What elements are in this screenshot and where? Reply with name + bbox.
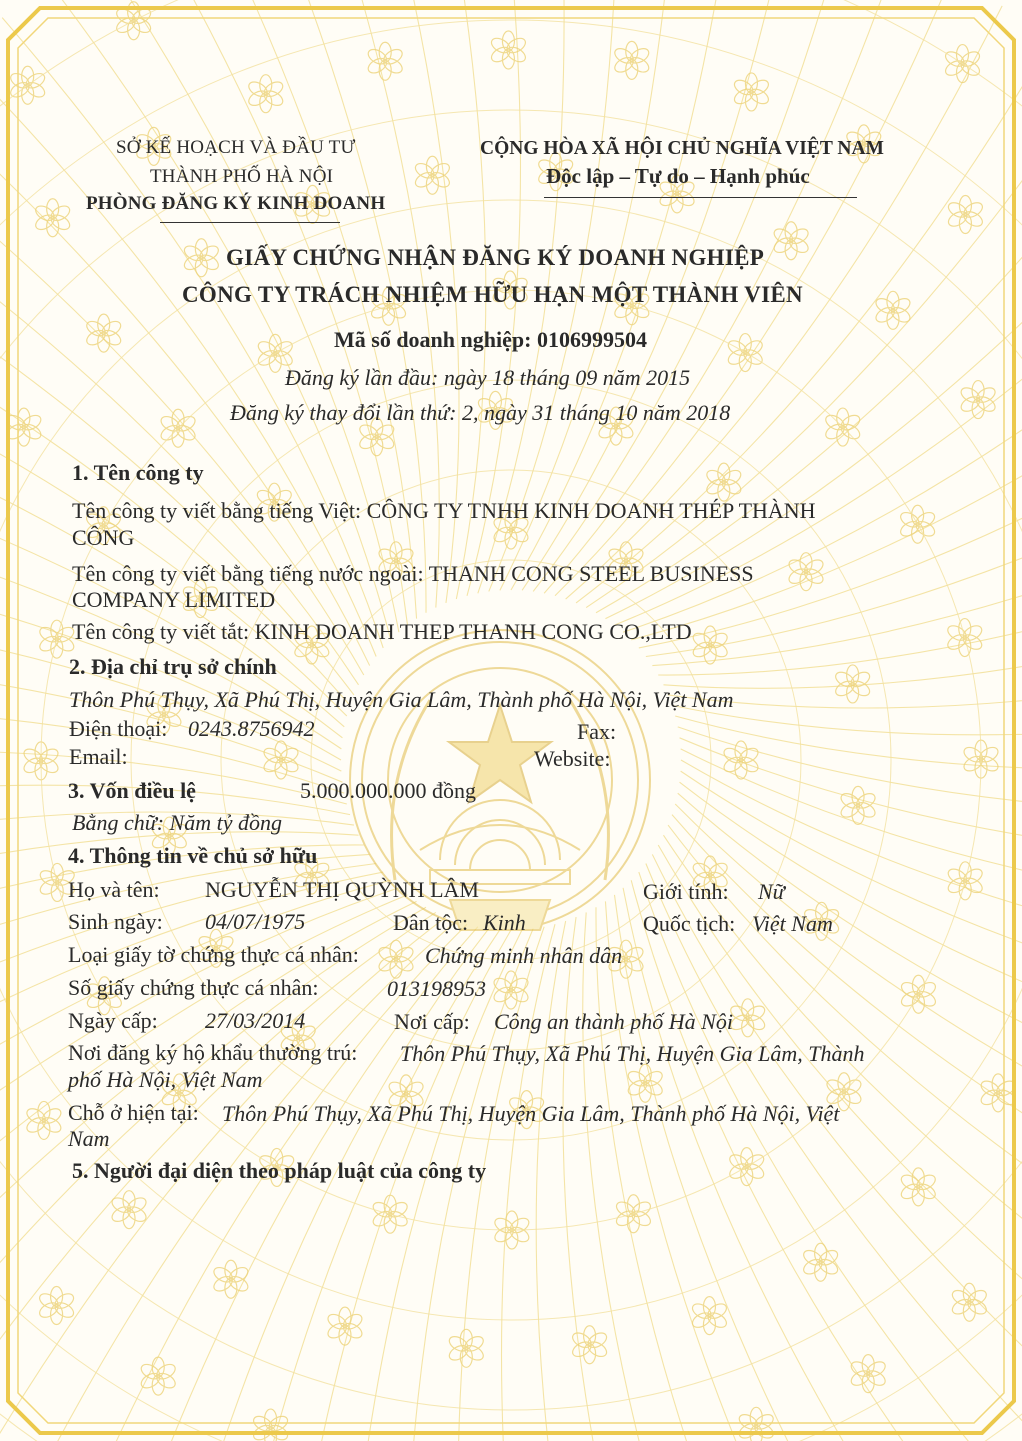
company-name-short: Tên công ty viết tắt: KINH DOANH THEP THANH CONG CO.,LTD <box>72 619 692 644</box>
current-residence-value-cont: Nam <box>68 1126 110 1151</box>
permanent-residence-label: Nơi đăng ký hộ khẩu thường trú: <box>68 1040 358 1065</box>
current-residence-value: Thôn Phú Thụy, Xã Phú Thị, Huyện Gia Lâm, Thành phố Hà Nội, Việt <box>222 1101 840 1126</box>
company-type-title: CÔNG TY TRÁCH NHIỆM HỮU HẠN MỘT THÀNH VIÊN <box>182 282 803 307</box>
gender-value: Nữ <box>758 879 785 904</box>
gender-label: Giới tính: <box>643 879 729 904</box>
issue-date-value: 27/03/2014 <box>205 1008 306 1033</box>
nationality-value: Việt Nam <box>752 911 833 936</box>
issuer-office: PHÒNG ĐĂNG KÝ KINH DOANH <box>86 193 386 214</box>
charter-capital-in-words: Bằng chữ: Năm tỷ đồng <box>72 810 282 835</box>
issuer-department: SỞ KẾ HOẠCH VÀ ĐẦU TƯ <box>116 137 356 158</box>
section-2-heading: 2. Địa chỉ trụ sở chính <box>69 654 277 679</box>
dob-label: Sinh ngày: <box>68 909 163 934</box>
charter-capital-amount: 5.000.000.000 đồng <box>300 778 476 803</box>
company-name-vietnamese-cont: CÔNG <box>72 525 135 550</box>
company-name-foreign-cont: COMPANY LIMITED <box>72 587 276 612</box>
business-code: Mã số doanh nghiệp: 0106999504 <box>334 327 647 352</box>
phone-value: 0243.8756942 <box>188 716 315 741</box>
issuer-city: THÀNH PHỐ HÀ NỘI <box>150 166 334 187</box>
dob-value: 04/07/1975 <box>205 909 306 934</box>
id-type-value: Chứng minh nhân dân <box>425 943 623 968</box>
issuer-underline <box>160 222 340 223</box>
company-name-foreign: Tên công ty viết bằng tiếng nước ngoài: THANH CONG STEEL BUSINESS <box>72 561 754 586</box>
issue-place-label: Nơi cấp: <box>394 1009 470 1034</box>
national-motto: Độc lập – Tự do – Hạnh phúc <box>546 164 810 188</box>
website-label: Website: <box>534 746 611 771</box>
change-registration-date: Đăng ký thay đổi lần thứ: 2, ngày 31 tháng 10 năm 2018 <box>230 400 731 425</box>
id-type-label: Loại giấy tờ chứng thực cá nhân: <box>68 942 359 967</box>
ethnicity-label: Dân tộc: <box>393 910 469 935</box>
email-label: Email: <box>69 744 128 769</box>
owner-name-value: NGUYỄN THỊ QUỲNH LÂM <box>205 877 479 902</box>
ethnicity-value: Kinh <box>483 910 526 935</box>
current-residence-label: Chỗ ở hiện tại: <box>68 1100 199 1125</box>
company-name-vietnamese: Tên công ty viết bằng tiếng Việt: CÔNG TY TNHH KINH DOANH THÉP THÀNH <box>72 498 816 523</box>
issue-place-value: Công an thành phố Hà Nội <box>494 1009 733 1034</box>
id-number-value: 013198953 <box>387 976 486 1001</box>
section-1-heading: 1. Tên công ty <box>72 460 204 485</box>
country-name: CỘNG HÒA XÃ HỘI CHỦ NGHĨA VIỆT NAM <box>480 138 884 159</box>
permanent-residence-value: Thôn Phú Thụy, Xã Phú Thị, Huyện Gia Lâm, Thành <box>400 1041 865 1066</box>
head-office-address: Thôn Phú Thụy, Xã Phú Thị, Huyện Gia Lâm, Thành phố Hà Nội, Việt Nam <box>69 687 734 712</box>
permanent-residence-value-cont: phố Hà Nội, Việt Nam <box>68 1067 263 1092</box>
first-registration-date: Đăng ký lần đầu: ngày 18 tháng 09 năm 2015 <box>285 365 691 390</box>
section-3-heading: 3. Vốn điều lệ <box>68 778 196 803</box>
owner-name-label: Họ và tên: <box>68 877 160 902</box>
id-number-label: Số giấy chứng thực cá nhân: <box>68 975 319 1000</box>
phone-label: Điện thoại: <box>69 716 168 741</box>
fax-label: Fax: <box>577 719 617 744</box>
issue-date-label: Ngày cấp: <box>68 1008 158 1033</box>
section-5-heading: 5. Người đại diện theo pháp luật của công ty <box>72 1158 487 1183</box>
document-title: GIẤY CHỨNG NHẬN ĐĂNG KÝ DOANH NGHIỆP <box>226 245 765 270</box>
nationality-label: Quốc tịch: <box>643 911 736 936</box>
section-4-heading: 4. Thông tin về chủ sở hữu <box>68 843 318 868</box>
motto-underline <box>544 197 857 198</box>
